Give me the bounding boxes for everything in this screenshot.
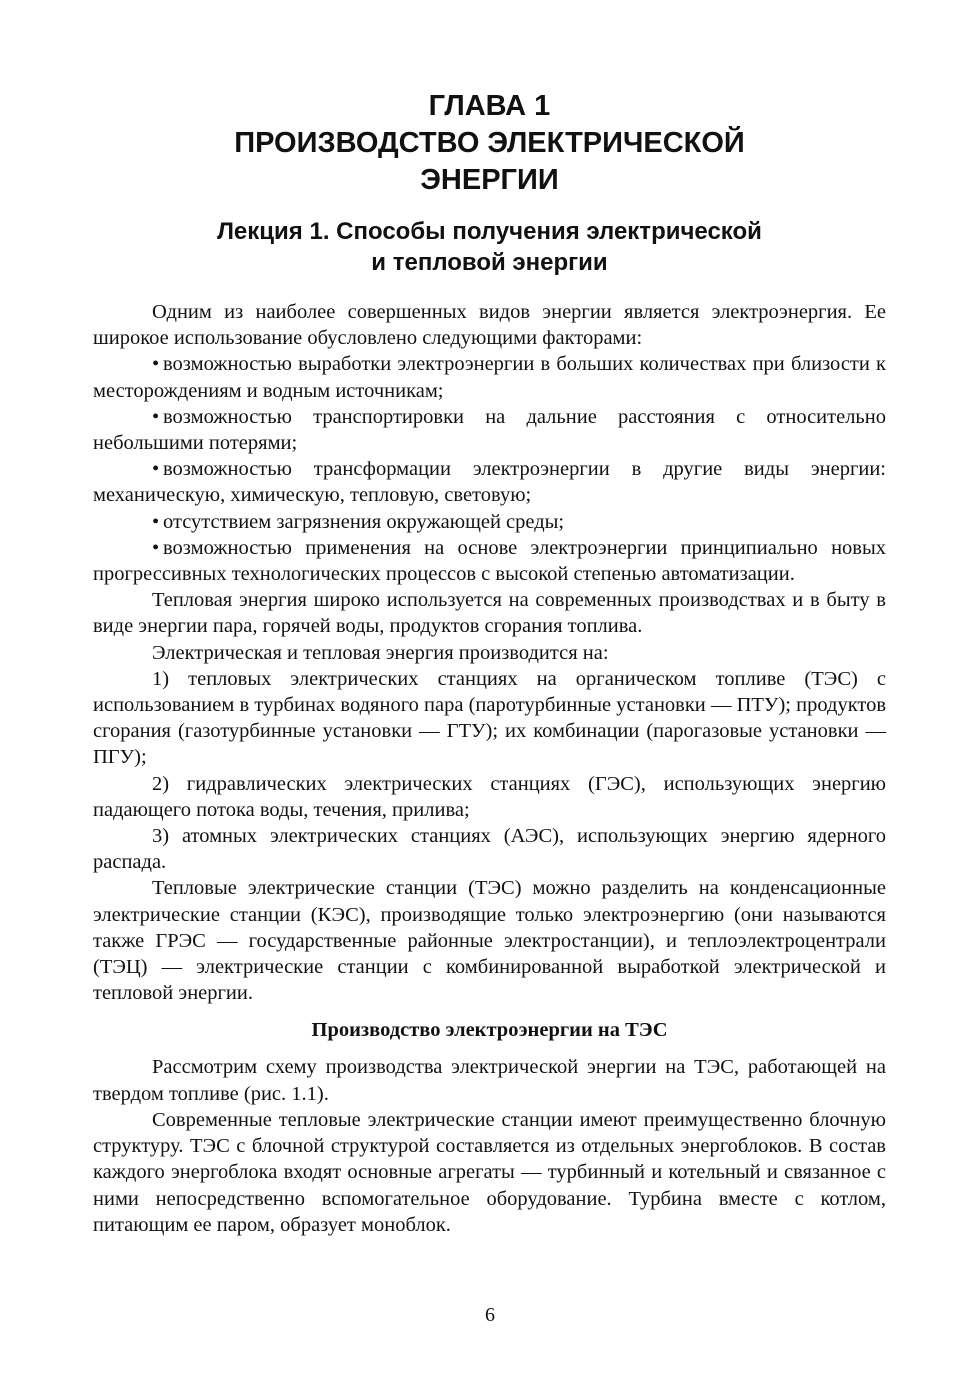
- chapter-title: [93, 88, 886, 199]
- chapter-number: ГЛАВА 1: [428, 90, 551, 122]
- bullet-icon: •: [152, 405, 160, 428]
- bullet-icon: •: [152, 353, 160, 376]
- list-item-text: возможностью транспортировки на дальние расстояния с относительно небольшими потерями;: [93, 405, 886, 455]
- produced-at-paragraph: Электрическая и тепловая энергия производится на:: [152, 641, 609, 664]
- page-number: 6: [485, 1304, 495, 1326]
- lecture-title: [93, 216, 886, 278]
- bullet-icon: •: [152, 458, 160, 481]
- list-item-text: возможностью применения на основе электроэнергии принципиально новых прогрессивных технологических процессов с высокой степенью автоматизации.: [93, 536, 886, 586]
- intro-paragraph: Одним из наиболее совершенных видов энергии является электроэнергия. Ее широкое использование обусловлено следующими факторами:: [93, 301, 886, 350]
- list-item: [93, 456, 886, 508]
- station-item: 1) тепловых электрических станциях на органическом топливе (ТЭС) с использованием в турбинах водяного пара (паротурбинные установки — ПТУ); продуктов сгорания (газотурбинные установки — ГТУ); их комбинации (парогазовые установки — ПГУ);: [93, 667, 886, 769]
- tes-types-paragraph: Тепловые электрические станции (ТЭС) можно разделить на конденсационные электрические станции (КЭС), производящие только электроэнергию (они называются также ГРЭС — государственные районные электростанции), и теплоэлектроцентрали (ТЭЦ) — электрические станции с комбинированной выработкой электрической и тепловой энергии.: [93, 877, 886, 1005]
- chapter-name-line-1: ПРОИЗВОДСТВО ЭЛЕКТРИЧЕСКОЙ: [234, 127, 745, 159]
- page: [93, 88, 886, 1238]
- section-paragraph: Современные тепловые электрические станции имеют преимущественно блочную структуру. ТЭС с блочной структурой составляется из отдельных энергоблоков. В состав каждого энергоблока входят основные агрегаты — турбинный и котельный и связанное с ними непосредственно вспомогательное оборудование. Турбина вместе с котлом, питающим ее паром, образует моноблок.: [93, 1108, 886, 1236]
- list-item: [93, 351, 886, 403]
- section-title: Производство электроэнергии на ТЭС: [311, 1019, 668, 1042]
- bullet-icon: •: [152, 510, 160, 533]
- chapter-name-line-2: ЭНЕРГИИ: [420, 164, 559, 196]
- lecture-content: [93, 299, 886, 1238]
- section-paragraph: Рассмотрим схему производства электрической энергии на ТЭС, работающей на твердом топливе (рис. 1.1).: [93, 1056, 886, 1105]
- station-item: 3) атомных электрических станциях (АЭС), использующих энергию ядерного распада.: [93, 825, 886, 874]
- list-item-text: отсутствием загрязнения окружающей среды;: [163, 510, 565, 533]
- list-item: [93, 509, 886, 535]
- lecture-title-line-1: Лекция 1. Способы получения электрической: [217, 218, 762, 245]
- station-item: 2) гидравлических электрических станциях (ГЭС), использующих энергию падающего потока воды, течения, прилива;: [93, 772, 886, 821]
- list-item-text: возможностью выработки электроэнергии в больших количествах при близости к месторождениям и водным источникам;: [93, 353, 886, 402]
- lecture-title-line-2: и тепловой энергии: [371, 249, 608, 276]
- bullet-icon: •: [152, 536, 160, 559]
- list-item: [93, 535, 886, 587]
- list-item: [93, 404, 886, 456]
- list-item-text: возможностью трансформации электроэнергии в другие виды энергии: механическую, химическую, тепловую, световую;: [93, 458, 886, 507]
- heat-energy-paragraph: Тепловая энергия широко используется на современных производствах и в быту в виде энергии пара, горячей воды, продуктов сгорания топлива.: [93, 589, 886, 638]
